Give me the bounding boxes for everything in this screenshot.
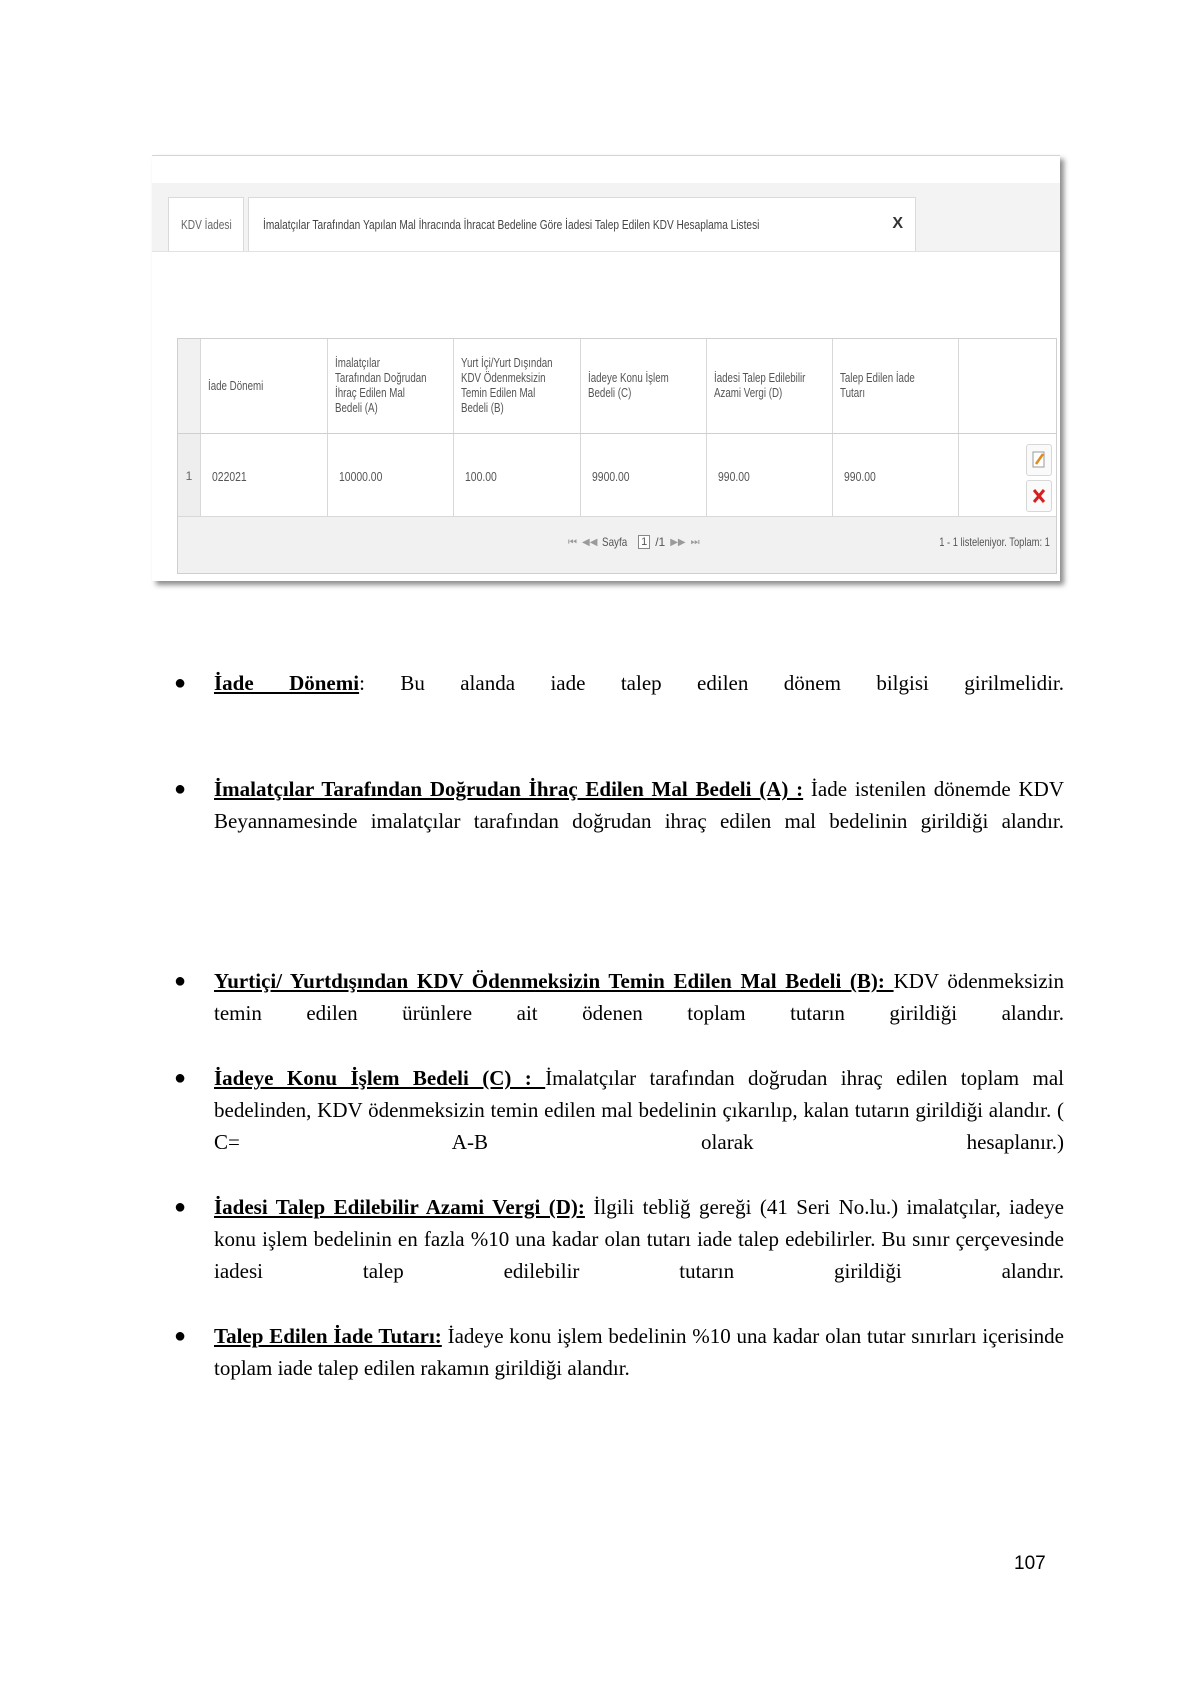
table-cell: 10000.00 xyxy=(339,468,383,484)
field-description: İade istenilen dönemde KDV Beyannamesinde imalatçılar tarafından doğrudan ihraç edilen mal bedelinin girildiği alandır. xyxy=(214,777,1064,833)
column-header-label: Talep Edilen İade Tutarı xyxy=(840,371,915,400)
field-term: Yurtiçi/ Yurtdışından KDV Ödenmeksizin Temin Edilen Mal Bedeli (B): xyxy=(214,969,894,993)
column-header-label: İadesi Talep Edilebilir Azami Vergi (D) xyxy=(714,371,806,400)
grid-footer xyxy=(178,516,1056,573)
embedded-screenshot xyxy=(152,155,1060,581)
tab-hesaplama-listesi[interactable] xyxy=(248,197,916,251)
grid-header xyxy=(178,339,1056,434)
field-description: KDV ödenmeksizin temin edilen ürünlere ait ödenen toplam tutarın girildiği alandır. xyxy=(214,969,1064,1025)
list-item xyxy=(174,1320,1064,1384)
column-header[interactable] xyxy=(706,339,832,433)
edit-button[interactable] xyxy=(1026,444,1052,476)
page-total: /1 xyxy=(655,535,666,549)
row-header-corner xyxy=(178,339,200,433)
tab-label: İmalatçılar Tarafından Yapılan Mal İhracında İhracat Bedeline Göre İadesi Talep Edilen KDV Hesaplama Listesi xyxy=(263,217,760,232)
page-label: Sayfa xyxy=(602,535,628,549)
data-grid xyxy=(177,338,1057,574)
bullet-icon: ● xyxy=(174,970,187,992)
field-term: İadeye Konu İşlem Bedeli (C) : xyxy=(214,1066,546,1090)
column-header[interactable] xyxy=(832,339,958,433)
field-description: İmalatçılar tarafından doğrudan ihraç edilen toplam mal bedelinden, KDV ödenmeksizin temin edilen mal bedelinin çıkarılıp, kalan tutarın girildiği alandır. ( C= A-B olarak hesaplanır.) xyxy=(214,1066,1065,1154)
bullet-icon: ● xyxy=(174,1067,187,1089)
column-header[interactable] xyxy=(453,339,580,433)
bullet-icon: ● xyxy=(174,672,187,694)
field-term: İadesi Talep Edilebilir Azami Vergi (D): xyxy=(214,1195,585,1219)
field-term: Talep Edilen İade Tutarı: xyxy=(214,1324,442,1348)
page-number: 107 xyxy=(1014,1553,1046,1574)
record-count: 1 - 1 listeleniyor. Toplam: 1 xyxy=(939,535,1050,549)
row-actions xyxy=(1026,444,1052,516)
table-cell: 100.00 xyxy=(465,468,497,484)
list-item xyxy=(174,1191,1064,1319)
last-page-icon[interactable]: ⏭ xyxy=(690,536,700,548)
tab-kdv-iadesi[interactable] xyxy=(168,197,244,251)
tab-bar xyxy=(152,183,1060,252)
close-icon[interactable]: X xyxy=(892,215,903,232)
field-term: İmalatçılar Tarafından Doğrudan İhraç Edilen Mal Bedeli (A) : xyxy=(214,777,804,801)
bullet-icon: ● xyxy=(174,778,187,800)
delete-button[interactable] xyxy=(1026,480,1052,512)
page-input[interactable]: 1 xyxy=(638,535,650,549)
bullet-icon: ● xyxy=(174,1325,187,1347)
edit-icon xyxy=(1031,450,1047,470)
column-header[interactable] xyxy=(327,339,453,433)
tab-label: KDV İadesi xyxy=(181,217,232,232)
table-cell: 990.00 xyxy=(844,468,876,484)
column-header-label: Yurt İçi/Yurt Dışından KDV Ödenmeksizin Temin Edilen Mal Bedeli (B) xyxy=(461,356,553,415)
bullet-icon: ● xyxy=(174,1196,187,1218)
first-page-icon[interactable]: ⏮ xyxy=(568,536,577,548)
prev-page-icon[interactable]: ◀◀ xyxy=(582,536,598,548)
next-page-icon[interactable]: ▶▶ xyxy=(670,536,686,548)
table-cell: 022021 xyxy=(212,468,247,484)
field-description: : Bu alanda iade talep edilen dönem bilgisi girilmelidir. xyxy=(359,671,1064,695)
column-header-label: İadeye Konu İşlem Bedeli (C) xyxy=(588,371,669,400)
delete-icon xyxy=(1031,486,1047,506)
field-term: İade Dönemi xyxy=(214,671,360,695)
field-description: İadeye konu işlem bedelinin %10 una kadar olan tutar sınırları içerisinde toplam iade talep edilen rakamın girildiği alandır. xyxy=(214,1324,1064,1380)
list-item xyxy=(174,667,1064,731)
column-header[interactable] xyxy=(200,339,327,433)
column-header[interactable] xyxy=(580,339,706,433)
table-cell: 9900.00 xyxy=(592,468,630,484)
list-item xyxy=(174,965,1064,1061)
column-header-label: İade Dönemi xyxy=(208,378,264,393)
table-row[interactable] xyxy=(178,434,1056,518)
list-item xyxy=(174,773,1064,869)
field-description: İlgili tebliğ gereği (41 Seri No.lu.) imalatçılar, iadeye konu işlem bedelinin en fazla %10 una kadar olan tutarı iade talep edebilirler. Bu sınır çerçevesinde iadesi talep edilebilir tutarın girildiği alandır. xyxy=(214,1195,1064,1283)
column-header-label: İmalatçılar Tarafından Doğrudan İhraç Edilen Mal Bedeli (A) xyxy=(335,356,427,415)
list-item xyxy=(174,1062,1065,1190)
row-number: 1 xyxy=(178,434,200,518)
pager xyxy=(568,535,700,549)
table-cell: 990.00 xyxy=(718,468,750,484)
